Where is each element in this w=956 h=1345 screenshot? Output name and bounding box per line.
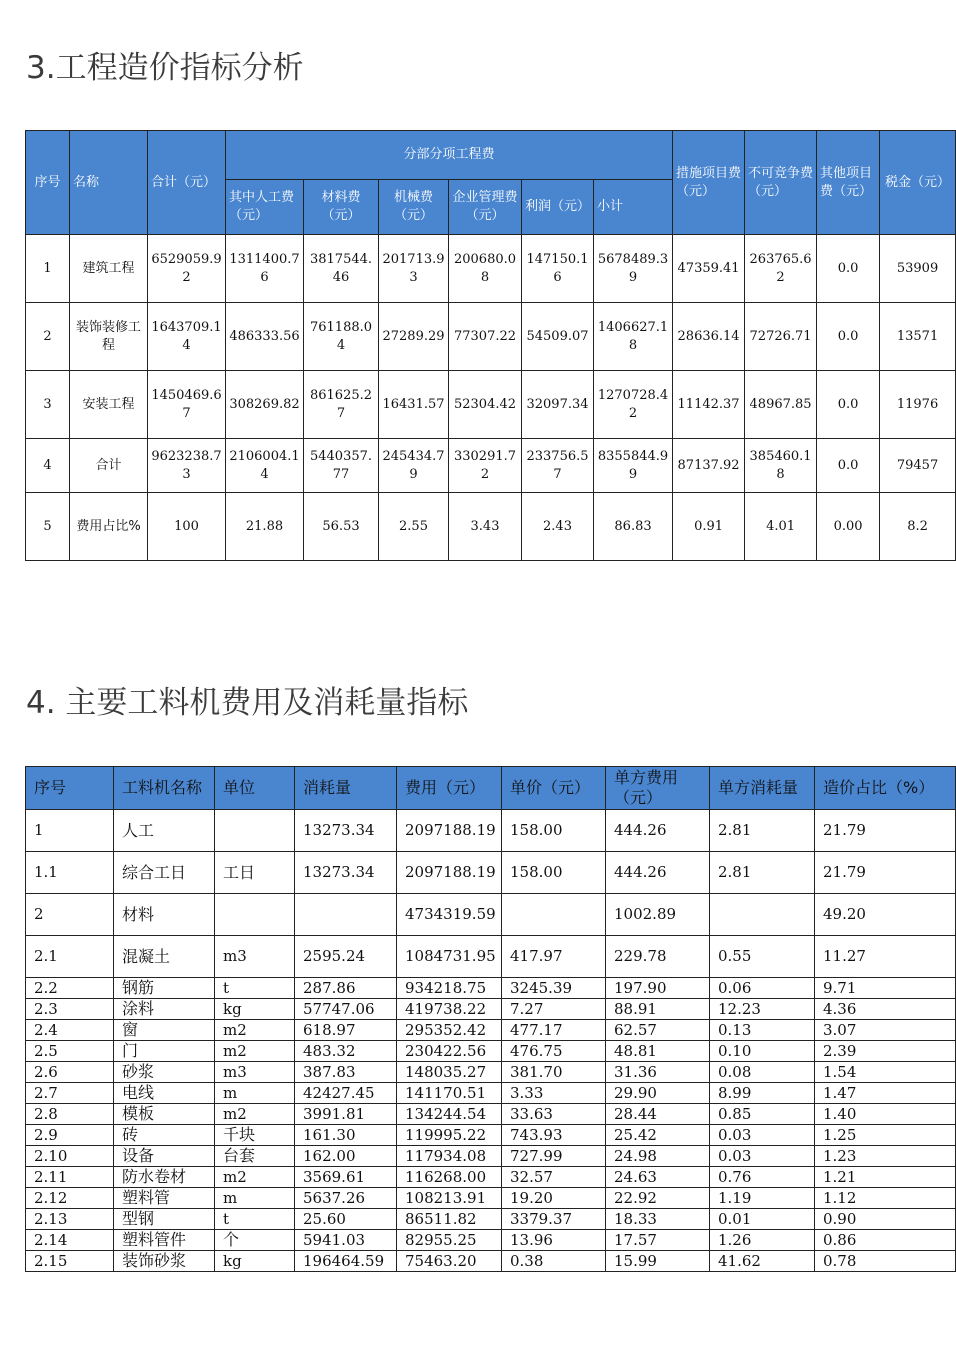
cell-unit: kg	[215, 1251, 295, 1272]
cell-tax: 11976	[880, 371, 956, 439]
cell-cost: 295352.42	[397, 1020, 502, 1041]
cell-unit: 千块	[215, 1125, 295, 1146]
cell-price: 7.27	[502, 999, 606, 1020]
cell-total: 100	[148, 493, 226, 561]
cell-ratio: 2.39	[815, 1041, 956, 1062]
cell-qty: 2595.24	[295, 936, 397, 978]
table-row	[26, 371, 956, 439]
header-labor: 其中人工费（元）	[226, 180, 304, 235]
cell-seq: 4	[26, 439, 70, 493]
cell-unit-qty: 1.26	[710, 1230, 815, 1251]
cell-cost: 86511.82	[397, 1209, 502, 1230]
table-row	[26, 1146, 956, 1167]
header-profit: 利润（元）	[522, 180, 594, 235]
cell-cost: 108213.91	[397, 1188, 502, 1209]
cell-subtotal: 86.83	[594, 493, 673, 561]
header-subtotal: 小计	[594, 180, 673, 235]
cell-labor: 2106004.14	[226, 439, 304, 493]
cell-name: 门	[114, 1041, 215, 1062]
cell-seq: 2.13	[26, 1209, 114, 1230]
cell-name: 砂浆	[114, 1062, 215, 1083]
cell-unit-qty: 8.99	[710, 1083, 815, 1104]
cell-mgmt: 77307.22	[449, 303, 522, 371]
cell-unit	[215, 894, 295, 936]
cell-unit: m3	[215, 936, 295, 978]
cell-noncomp: 72726.71	[745, 303, 817, 371]
table-row	[26, 810, 956, 852]
cell-price: 417.97	[502, 936, 606, 978]
cell-name: 防水卷材	[114, 1167, 215, 1188]
section-4-title: 4. 主要工料机费用及消耗量指标	[26, 685, 469, 721]
cell-seq: 1	[26, 235, 70, 303]
cell-qty: 5941.03	[295, 1230, 397, 1251]
material-index-body	[26, 810, 956, 1272]
cell-cost: 117934.08	[397, 1146, 502, 1167]
cell-name: 塑料管件	[114, 1230, 215, 1251]
cell-total: 1450469.67	[148, 371, 226, 439]
cell-unit: m2	[215, 1104, 295, 1125]
cell-price: 32.57	[502, 1167, 606, 1188]
header-tax: 税金（元）	[880, 131, 956, 235]
header-unit: 单位	[215, 767, 295, 810]
cell-qty: 3569.61	[295, 1167, 397, 1188]
cell-unit-qty: 0.13	[710, 1020, 815, 1041]
cell-name: 钢筋	[114, 978, 215, 999]
cell-machine: 201713.93	[379, 235, 449, 303]
material-index-table-container	[25, 766, 935, 1286]
cell-cost: 134244.54	[397, 1104, 502, 1125]
table-row	[26, 1104, 956, 1125]
cell-cost: 230422.56	[397, 1041, 502, 1062]
cell-noncomp: 263765.62	[745, 235, 817, 303]
header-mgmt: 企业管理费（元）	[449, 180, 522, 235]
cell-qty: 13273.34	[295, 852, 397, 894]
cell-name: 装饰装修工程	[70, 303, 148, 371]
header-unit-qty: 单方消耗量	[710, 767, 815, 810]
cell-labor: 486333.56	[226, 303, 304, 371]
cell-name: 材料	[114, 894, 215, 936]
cell-qty: 57747.06	[295, 999, 397, 1020]
cell-unit-qty: 2.81	[710, 852, 815, 894]
cell-seq: 2.8	[26, 1104, 114, 1125]
cell-ratio: 0.86	[815, 1230, 956, 1251]
table-row	[26, 1209, 956, 1230]
table-row	[26, 1125, 956, 1146]
header-seq: 序号	[26, 767, 114, 810]
cell-name: 型钢	[114, 1209, 215, 1230]
cell-ratio: 1.40	[815, 1104, 956, 1125]
cell-seq: 2.1	[26, 936, 114, 978]
cell-unit: m2	[215, 1041, 295, 1062]
cell-cost: 2097188.19	[397, 852, 502, 894]
cell-ratio: 1.54	[815, 1062, 956, 1083]
cell-ratio: 1.21	[815, 1167, 956, 1188]
cell-measures: 11142.37	[673, 371, 745, 439]
cell-unit: 个	[215, 1230, 295, 1251]
cell-qty: 618.97	[295, 1020, 397, 1041]
cell-qty: 25.60	[295, 1209, 397, 1230]
cell-profit: 2.43	[522, 493, 594, 561]
cell-unit-qty: 1.19	[710, 1188, 815, 1209]
cell-unit-cost: 444.26	[606, 852, 710, 894]
cell-cost: 116268.00	[397, 1167, 502, 1188]
table-row	[26, 978, 956, 999]
cell-unit-cost: 197.90	[606, 978, 710, 999]
cell-name: 建筑工程	[70, 235, 148, 303]
cell-profit: 147150.16	[522, 235, 594, 303]
cell-tax: 53909	[880, 235, 956, 303]
cell-profit: 54509.07	[522, 303, 594, 371]
cell-unit-qty: 0.10	[710, 1041, 815, 1062]
cell-seq: 2	[26, 303, 70, 371]
header-machine: 机械费（元）	[379, 180, 449, 235]
cell-mgmt: 200680.08	[449, 235, 522, 303]
cell-qty: 196464.59	[295, 1251, 397, 1272]
cell-subtotal: 8355844.99	[594, 439, 673, 493]
cell-seq: 2.4	[26, 1020, 114, 1041]
cell-price: 33.63	[502, 1104, 606, 1125]
cell-machine: 2.55	[379, 493, 449, 561]
cell-noncomp: 48967.85	[745, 371, 817, 439]
cell-ratio: 4.36	[815, 999, 956, 1020]
cell-labor: 1311400.76	[226, 235, 304, 303]
header-other: 其他项目费（元）	[817, 131, 880, 235]
cell-unit-qty: 0.01	[710, 1209, 815, 1230]
cell-seq: 2.14	[26, 1230, 114, 1251]
cell-price: 3.33	[502, 1083, 606, 1104]
cell-unit: m	[215, 1188, 295, 1209]
header-cost: 费用（元）	[397, 767, 502, 810]
cell-price: 13.96	[502, 1230, 606, 1251]
cell-unit-cost: 22.92	[606, 1188, 710, 1209]
table-row	[26, 1230, 956, 1251]
cell-name: 涂料	[114, 999, 215, 1020]
cell-ratio: 1.23	[815, 1146, 956, 1167]
cell-qty	[295, 894, 397, 936]
cell-ratio: 1.12	[815, 1188, 956, 1209]
cell-unit-qty: 0.08	[710, 1062, 815, 1083]
header-noncomp: 不可竞争费（元）	[745, 131, 817, 235]
cell-ratio: 11.27	[815, 936, 956, 978]
cell-noncomp: 4.01	[745, 493, 817, 561]
table-row	[26, 1083, 956, 1104]
cell-unit-qty: 0.03	[710, 1146, 815, 1167]
cell-price: 158.00	[502, 810, 606, 852]
cell-unit-cost: 1002.89	[606, 894, 710, 936]
cell-price: 743.93	[502, 1125, 606, 1146]
cell-price: 19.20	[502, 1188, 606, 1209]
header-unit-cost: 单方费用（元）	[606, 767, 710, 810]
cell-cost: 1084731.95	[397, 936, 502, 978]
cell-name: 综合工日	[114, 852, 215, 894]
cell-cost: 419738.22	[397, 999, 502, 1020]
cell-machine: 245434.79	[379, 439, 449, 493]
cell-seq: 5	[26, 493, 70, 561]
cell-unit-qty: 0.03	[710, 1125, 815, 1146]
cell-qty: 42427.45	[295, 1083, 397, 1104]
cost-index-table	[25, 130, 956, 561]
cell-price: 476.75	[502, 1041, 606, 1062]
cell-name: 塑料管	[114, 1188, 215, 1209]
cell-ratio: 1.25	[815, 1125, 956, 1146]
cell-price: 158.00	[502, 852, 606, 894]
table-row	[26, 439, 956, 493]
table-row	[26, 1251, 956, 1272]
cell-name: 电线	[114, 1083, 215, 1104]
cell-name: 窗	[114, 1020, 215, 1041]
cell-unit: kg	[215, 999, 295, 1020]
cell-unit-qty: 0.55	[710, 936, 815, 978]
cell-ratio: 0.78	[815, 1251, 956, 1272]
cell-unit: m3	[215, 1062, 295, 1083]
header-material: 材料费（元）	[304, 180, 379, 235]
cell-unit-cost: 24.98	[606, 1146, 710, 1167]
cell-seq: 2.9	[26, 1125, 114, 1146]
table-row	[26, 894, 956, 936]
cell-qty: 13273.34	[295, 810, 397, 852]
table-row	[26, 235, 956, 303]
cell-measures: 87137.92	[673, 439, 745, 493]
cell-name: 设备	[114, 1146, 215, 1167]
cell-labor: 308269.82	[226, 371, 304, 439]
cell-unit-cost: 29.90	[606, 1083, 710, 1104]
cell-unit-cost: 88.91	[606, 999, 710, 1020]
cell-name: 混凝土	[114, 936, 215, 978]
cell-material: 5440357.77	[304, 439, 379, 493]
table-row	[26, 1041, 956, 1062]
cell-cost: 75463.20	[397, 1251, 502, 1272]
cell-unit-cost: 31.36	[606, 1062, 710, 1083]
cell-other: 0.0	[817, 235, 880, 303]
cell-unit-cost: 229.78	[606, 936, 710, 978]
cell-unit	[215, 810, 295, 852]
cell-ratio: 49.20	[815, 894, 956, 936]
cell-price: 477.17	[502, 1020, 606, 1041]
table-row	[26, 1188, 956, 1209]
cell-tax: 8.2	[880, 493, 956, 561]
cell-other: 0.0	[817, 371, 880, 439]
cell-seq: 2.5	[26, 1041, 114, 1062]
cell-other: 0.0	[817, 439, 880, 493]
cell-cost: 119995.22	[397, 1125, 502, 1146]
section-3-title: 3.工程造价指标分析	[26, 50, 304, 86]
cell-seq: 1.1	[26, 852, 114, 894]
header-qty: 消耗量	[295, 767, 397, 810]
cell-seq: 3	[26, 371, 70, 439]
cell-unit: t	[215, 1209, 295, 1230]
cell-ratio: 9.71	[815, 978, 956, 999]
cell-machine: 27289.29	[379, 303, 449, 371]
cell-machine: 16431.57	[379, 371, 449, 439]
cell-seq: 2.7	[26, 1083, 114, 1104]
cell-name: 合计	[70, 439, 148, 493]
header-ratio: 造价占比（%）	[815, 767, 956, 810]
table-row	[26, 999, 956, 1020]
cell-unit-cost: 444.26	[606, 810, 710, 852]
cell-unit-cost: 24.63	[606, 1167, 710, 1188]
table-row	[26, 1062, 956, 1083]
cell-subtotal: 5678489.39	[594, 235, 673, 303]
header-measures: 措施项目费（元）	[673, 131, 745, 235]
cell-unit-cost: 17.57	[606, 1230, 710, 1251]
cell-seq: 2.15	[26, 1251, 114, 1272]
cell-total: 9623238.73	[148, 439, 226, 493]
cell-price	[502, 894, 606, 936]
cell-other: 0.0	[817, 303, 880, 371]
cell-unit-qty: 12.23	[710, 999, 815, 1020]
cell-name: 安装工程	[70, 371, 148, 439]
cell-subtotal: 1406627.18	[594, 303, 673, 371]
cell-labor: 21.88	[226, 493, 304, 561]
material-index-table	[25, 766, 956, 1272]
cell-cost: 934218.75	[397, 978, 502, 999]
cell-seq: 1	[26, 810, 114, 852]
cell-tax: 79457	[880, 439, 956, 493]
cell-seq: 2.12	[26, 1188, 114, 1209]
header-name: 工料机名称	[114, 767, 215, 810]
cell-mgmt: 52304.42	[449, 371, 522, 439]
cell-name: 模板	[114, 1104, 215, 1125]
cell-unit-qty: 2.81	[710, 810, 815, 852]
cell-profit: 233756.57	[522, 439, 594, 493]
cell-cost: 141170.51	[397, 1083, 502, 1104]
cell-measures: 0.91	[673, 493, 745, 561]
cell-seq: 2.2	[26, 978, 114, 999]
cell-seq: 2.11	[26, 1167, 114, 1188]
cell-name: 费用占比%	[70, 493, 148, 561]
cell-unit-cost: 48.81	[606, 1041, 710, 1062]
header-seq: 序号	[26, 131, 70, 235]
header-price: 单价（元）	[502, 767, 606, 810]
cell-unit: t	[215, 978, 295, 999]
cell-unit-cost: 25.42	[606, 1125, 710, 1146]
cell-unit: m2	[215, 1020, 295, 1041]
cell-qty: 161.30	[295, 1125, 397, 1146]
cell-cost: 148035.27	[397, 1062, 502, 1083]
cell-qty: 3991.81	[295, 1104, 397, 1125]
cell-unit-cost: 28.44	[606, 1104, 710, 1125]
header-group: 分部分项工程费	[226, 131, 673, 180]
cell-seq: 2.6	[26, 1062, 114, 1083]
cell-qty: 5637.26	[295, 1188, 397, 1209]
cell-unit-cost: 15.99	[606, 1251, 710, 1272]
table-row	[26, 1167, 956, 1188]
cell-measures: 28636.14	[673, 303, 745, 371]
cell-subtotal: 1270728.42	[594, 371, 673, 439]
cell-qty: 483.32	[295, 1041, 397, 1062]
cell-unit-qty	[710, 894, 815, 936]
cell-unit-qty: 41.62	[710, 1251, 815, 1272]
cell-mgmt: 330291.72	[449, 439, 522, 493]
cell-cost: 4734319.59	[397, 894, 502, 936]
cell-total: 6529059.92	[148, 235, 226, 303]
table-row	[26, 1020, 956, 1041]
cell-name: 人工	[114, 810, 215, 852]
cell-ratio: 21.79	[815, 810, 956, 852]
cell-unit-qty: 0.85	[710, 1104, 815, 1125]
cell-noncomp: 385460.18	[745, 439, 817, 493]
table-header-row	[26, 767, 956, 810]
cell-material: 761188.04	[304, 303, 379, 371]
cell-ratio: 1.47	[815, 1083, 956, 1104]
cell-name: 装饰砂浆	[114, 1251, 215, 1272]
cell-tax: 13571	[880, 303, 956, 371]
cell-cost: 82955.25	[397, 1230, 502, 1251]
table-header-row	[26, 131, 956, 180]
cell-ratio: 0.90	[815, 1209, 956, 1230]
cell-qty: 287.86	[295, 978, 397, 999]
cell-price: 3379.37	[502, 1209, 606, 1230]
cell-seq: 2.3	[26, 999, 114, 1020]
cell-price: 381.70	[502, 1062, 606, 1083]
cell-price: 3245.39	[502, 978, 606, 999]
table-row	[26, 493, 956, 561]
cell-price: 727.99	[502, 1146, 606, 1167]
cell-unit: 台套	[215, 1146, 295, 1167]
cell-ratio: 3.07	[815, 1020, 956, 1041]
cell-material: 3817544.46	[304, 235, 379, 303]
header-total: 合计（元）	[148, 131, 226, 235]
table-row	[26, 936, 956, 978]
cell-mgmt: 3.43	[449, 493, 522, 561]
cell-price: 0.38	[502, 1251, 606, 1272]
cell-unit-qty: 0.76	[710, 1167, 815, 1188]
cost-index-table-container	[25, 130, 951, 563]
cell-seq: 2.10	[26, 1146, 114, 1167]
cell-other: 0.00	[817, 493, 880, 561]
table-row	[26, 303, 956, 371]
header-name: 名称	[70, 131, 148, 235]
cell-material: 56.53	[304, 493, 379, 561]
cell-unit-cost: 62.57	[606, 1020, 710, 1041]
table-row	[26, 852, 956, 894]
cell-unit-cost: 18.33	[606, 1209, 710, 1230]
cell-seq: 2	[26, 894, 114, 936]
cell-unit: m	[215, 1083, 295, 1104]
cell-cost: 2097188.19	[397, 810, 502, 852]
cell-measures: 47359.41	[673, 235, 745, 303]
cell-unit: 工日	[215, 852, 295, 894]
cell-profit: 32097.34	[522, 371, 594, 439]
cell-unit-qty: 0.06	[710, 978, 815, 999]
cell-material: 861625.27	[304, 371, 379, 439]
cell-qty: 162.00	[295, 1146, 397, 1167]
cell-ratio: 21.79	[815, 852, 956, 894]
cell-qty: 387.83	[295, 1062, 397, 1083]
cell-unit: m2	[215, 1167, 295, 1188]
cell-total: 1643709.14	[148, 303, 226, 371]
cell-name: 砖	[114, 1125, 215, 1146]
